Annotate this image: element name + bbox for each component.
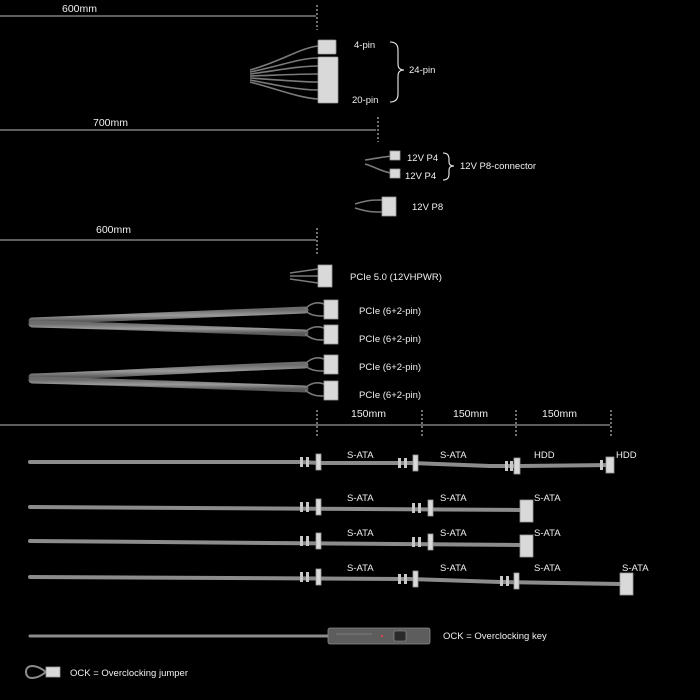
row3-label-3: S-ATA — [534, 528, 561, 539]
sata-connector — [316, 569, 321, 585]
sata-connector — [514, 573, 519, 589]
cpu-p4-cable — [28, 151, 536, 182]
4pin-connector — [318, 40, 336, 54]
p8-connector — [382, 197, 396, 216]
pcie-connector-1 — [324, 300, 338, 319]
p4-label-b: 12V P4 — [405, 171, 437, 182]
ock-switch — [394, 631, 406, 641]
sata-connector — [316, 533, 321, 549]
pcie-cable-pair-1 — [32, 300, 421, 345]
dimension-700mm — [0, 117, 378, 142]
dimension-label: 150mm — [453, 408, 489, 420]
sata-end-connector — [520, 535, 533, 557]
sata-connector — [316, 454, 321, 470]
pcie-connector-4 — [324, 381, 338, 400]
sata-connector — [316, 499, 321, 515]
ock-key-device — [328, 628, 430, 644]
dimension-label: 150mm — [542, 408, 578, 420]
sata-connector — [428, 500, 433, 516]
dimension-label: 700mm — [93, 117, 129, 129]
12vhpwr-label: PCIe 5.0 (12VHPWR) — [350, 272, 442, 283]
row2-label-1: S-ATA — [347, 493, 374, 504]
p8-brace — [443, 153, 454, 180]
sata-hdd-cable-1 — [30, 450, 637, 474]
hdd-connector — [606, 457, 614, 473]
jumper-connector — [46, 667, 60, 677]
20pin-label: 20-pin — [352, 95, 379, 106]
p4-connector-b — [390, 169, 400, 178]
row2-label-2: S-ATA — [440, 493, 467, 504]
p4-label-a: 12V P4 — [407, 153, 439, 164]
row1-label-2: S-ATA — [440, 450, 467, 461]
dimension-600mm-pcie — [0, 224, 317, 254]
dimension-label: 600mm — [62, 3, 98, 15]
hdd-connector — [514, 458, 520, 474]
row2-label-3: S-ATA — [534, 493, 561, 504]
4pin-label: 4-pin — [354, 40, 376, 51]
row4-label-4: S-ATA — [622, 563, 649, 574]
sata-end-connector — [620, 573, 633, 595]
atx-24pin-cable — [28, 40, 435, 106]
ock-jumper-label: OCK = Overclocking jumper — [70, 668, 188, 679]
row3-label-1: S-ATA — [347, 528, 374, 539]
ock-key-label: OCK = Overclocking key — [443, 631, 547, 642]
p8-group-label: 12V P8-connector — [460, 161, 537, 172]
row4-label-1: S-ATA — [347, 563, 374, 574]
p4-connector-a — [390, 151, 400, 160]
sata-connector — [413, 571, 418, 587]
pcie-label-3: PCIe (6+2-pin) — [359, 362, 422, 373]
pcie-label-4: PCIe (6+2-pin) — [359, 390, 422, 401]
pcie-connector-2 — [324, 325, 338, 344]
cpu-p8-cable — [28, 197, 443, 216]
12vhpwr-connector — [318, 265, 332, 287]
dimension-label: 150mm — [351, 408, 387, 420]
row4-label-3: S-ATA — [534, 563, 561, 574]
row1-label-1: S-ATA — [347, 450, 374, 461]
dimension-label: 600mm — [96, 224, 132, 236]
20pin-connector — [318, 57, 338, 103]
sata-connector — [413, 455, 418, 471]
24pin-label: 24-pin — [409, 65, 436, 76]
sata-cable-2 — [30, 493, 561, 522]
row1-label-4: HDD — [616, 450, 637, 461]
sata-cable-3 — [30, 528, 561, 557]
sata-cable-4 — [30, 563, 649, 595]
ock-key-cable — [30, 628, 547, 644]
24pin-brace — [390, 42, 404, 102]
dimension-600mm-top — [0, 3, 317, 30]
row4-label-2: S-ATA — [440, 563, 467, 574]
pcie-label-2: PCIe (6+2-pin) — [359, 334, 422, 345]
ock-jumper — [26, 666, 188, 679]
pcie-cable-pair-2 — [32, 355, 421, 401]
row1-label-3: HDD — [534, 450, 555, 461]
row3-label-2: S-ATA — [440, 528, 467, 539]
p8-label: 12V P8 — [412, 202, 444, 213]
pcie-connector-3 — [324, 355, 338, 374]
dimension-150mm-row — [0, 408, 611, 438]
sata-end-connector — [520, 500, 533, 522]
pcie-label-1: PCIe (6+2-pin) — [359, 306, 422, 317]
sata-connector — [428, 534, 433, 550]
pcie-12vhpwr-cable — [28, 265, 442, 287]
